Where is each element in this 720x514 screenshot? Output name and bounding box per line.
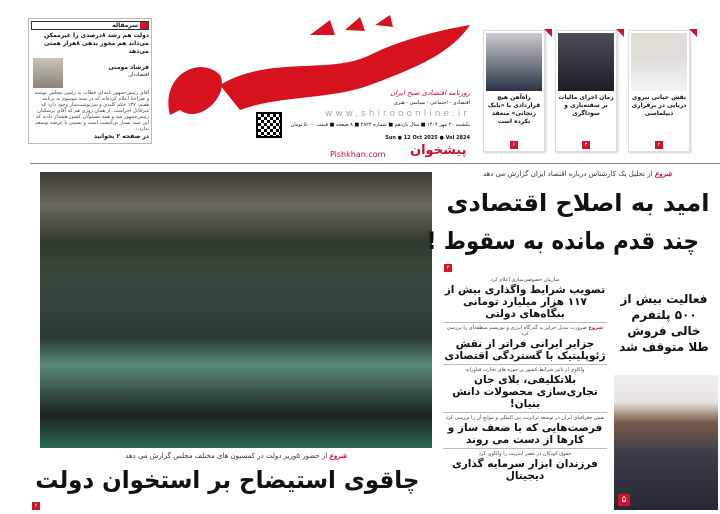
- lead-headline-line: چند قدم مانده به سقوط !: [426, 227, 699, 255]
- editorial-role: اقتصاددان: [128, 72, 149, 78]
- top-story-card[interactable]: [628, 30, 690, 152]
- editorial-author: فرشاد مومنی: [108, 64, 149, 71]
- divider: [30, 163, 720, 164]
- website[interactable]: www.shirooonline.ir: [324, 109, 470, 119]
- brand-mark-icon: [140, 22, 148, 29]
- tagline: روزنامه اقتصادی صبح ایران: [389, 89, 470, 97]
- story-title: زمان اجرای مالیات بر سفته‌بازی و سوداگری: [558, 94, 614, 117]
- parliament-photo: [40, 172, 432, 448]
- editorial-body: آقای رئیس‌جمهور نامه‌ای خطاب به رئیس مجلس نوشته و صراحتا اعلام کرده‌اند که در سند موسوم به برنامه هفتم، ۱۳۷ حکم کلیدی و سرنوشت‌ساز وجود دارد که غیرقابل اجراست. از همان روزی هم که آقای پزشکیان رئیس‌جمهور شد و همه مسئولان کشور هشدار دادند که این سند بسیار بی‌کیفیت است و نسبتی با عرصه توسعه ندارد...: [34, 90, 149, 132]
- editorial-more[interactable]: در صفحه ۲ بخوانید: [93, 133, 149, 140]
- lead-headline[interactable]: [426, 184, 714, 260]
- sidebar-story[interactable]: [610, 285, 718, 510]
- story-photo: [486, 33, 542, 91]
- lead-headline-line: امید به اصلاح اقتصادی: [446, 189, 710, 217]
- news-item[interactable]: سازمان خصوصی‌سازی اعلام کرد تصویب شرایط واگذاری بیش از ۱۱۷ هزار میلیارد تومانی بنگاه‌های دولتی: [444, 277, 606, 320]
- page-number: ۳: [444, 264, 452, 272]
- corner-icon: [616, 29, 624, 37]
- corner-icon: [544, 29, 552, 37]
- page-number: ۶: [510, 141, 518, 149]
- story-photo: [631, 33, 687, 91]
- top-story-card[interactable]: [555, 30, 617, 152]
- author-photo: [33, 58, 63, 88]
- editorial: [28, 18, 152, 144]
- watermark-url: Pishkhan.com: [330, 150, 386, 159]
- editorial-title[interactable]: دولت هم رشد ۸درصدی را غیرممکن می‌داند هم مجوز بدهی ۸هزار همتی می‌دهد: [44, 32, 149, 55]
- corner-icon: [689, 29, 697, 37]
- issue-date-en: Sun ● 12 Oct 2025 ● Vol 2824: [385, 135, 470, 141]
- page-number: ۵: [618, 494, 630, 506]
- lead-kicker: شروع از تحلیل یک کارشناس درباره اقتصاد ایران گزارش می دهد: [482, 170, 673, 178]
- page-number: ۲: [655, 141, 663, 149]
- page-number: ۳: [582, 141, 590, 149]
- news-item[interactable]: واکاوی از تاثیر شرایط کشور بر حوزه های تجارت فناورانه بلاتکلیفی، بلای جان تجاری‌سازی محصولات دانش بنیان!: [452, 367, 598, 410]
- story-title: راه‌آهن هیچ قراردادی با «بابک زنجانی» منعقد نکرده است: [487, 94, 541, 125]
- issue-date-fa: یکشنبه ۲۰ مهر ۱۴۰۴ ■ سال یازدهم ■ شماره ۲۸۲۴ ■ ۸ صفحه ■ قیمت ۵۰۰۰ تومان: [290, 122, 470, 128]
- sidebar-headline: فعالیت بیش از ۵۰۰ پلتفرم خالی فروش طلا متوقف شد: [619, 292, 709, 354]
- sidebar-photo: [614, 375, 718, 510]
- newspaper-logo: [160, 15, 480, 155]
- editorial-label: سرمقاله: [31, 21, 149, 30]
- qr-code: [256, 112, 282, 138]
- categories: اقتصادی - اجتماعی - سیاسی - هنری: [393, 100, 470, 106]
- story-photo: [558, 33, 614, 91]
- stories-column: [443, 277, 607, 482]
- news-item[interactable]: حقوق کودکان در عصر اینترنت را واکاوی کرد فرزندان ابزار سرمایه گذاری دیجیتال: [452, 451, 598, 482]
- top-story-card[interactable]: [483, 30, 545, 152]
- watermark: پیشخوان: [410, 143, 467, 158]
- news-item[interactable]: نقش جغرافیای ایران در توسعه ترانزیت بین المللی و موانع آن را بررسی کرد فرصت‌هایی که با ضعف ساز و کارها از دست می روند: [445, 415, 605, 446]
- story-title: نقش حیاتی نیروی دریایی در برقراری دیپلماسی: [631, 94, 687, 117]
- news-item[interactable]: شروع ضرورت تبدیل جزایر به گذرگاه انرژی و توریسم منطقه‌ای را بررسی کرد جزایر ایرانی فراتر از نقش ژئوپلیتیک با گستردگی اقتصادی: [444, 325, 606, 362]
- main-kicker: شروع از حضور ۵وزیر دولت در کمسیون های مختلف مجلس گزارش می دهد: [125, 452, 347, 460]
- page-number: ۲: [32, 502, 40, 510]
- main-headline[interactable]: چاقوی استیضاح بر استخوان دولت: [35, 466, 420, 494]
